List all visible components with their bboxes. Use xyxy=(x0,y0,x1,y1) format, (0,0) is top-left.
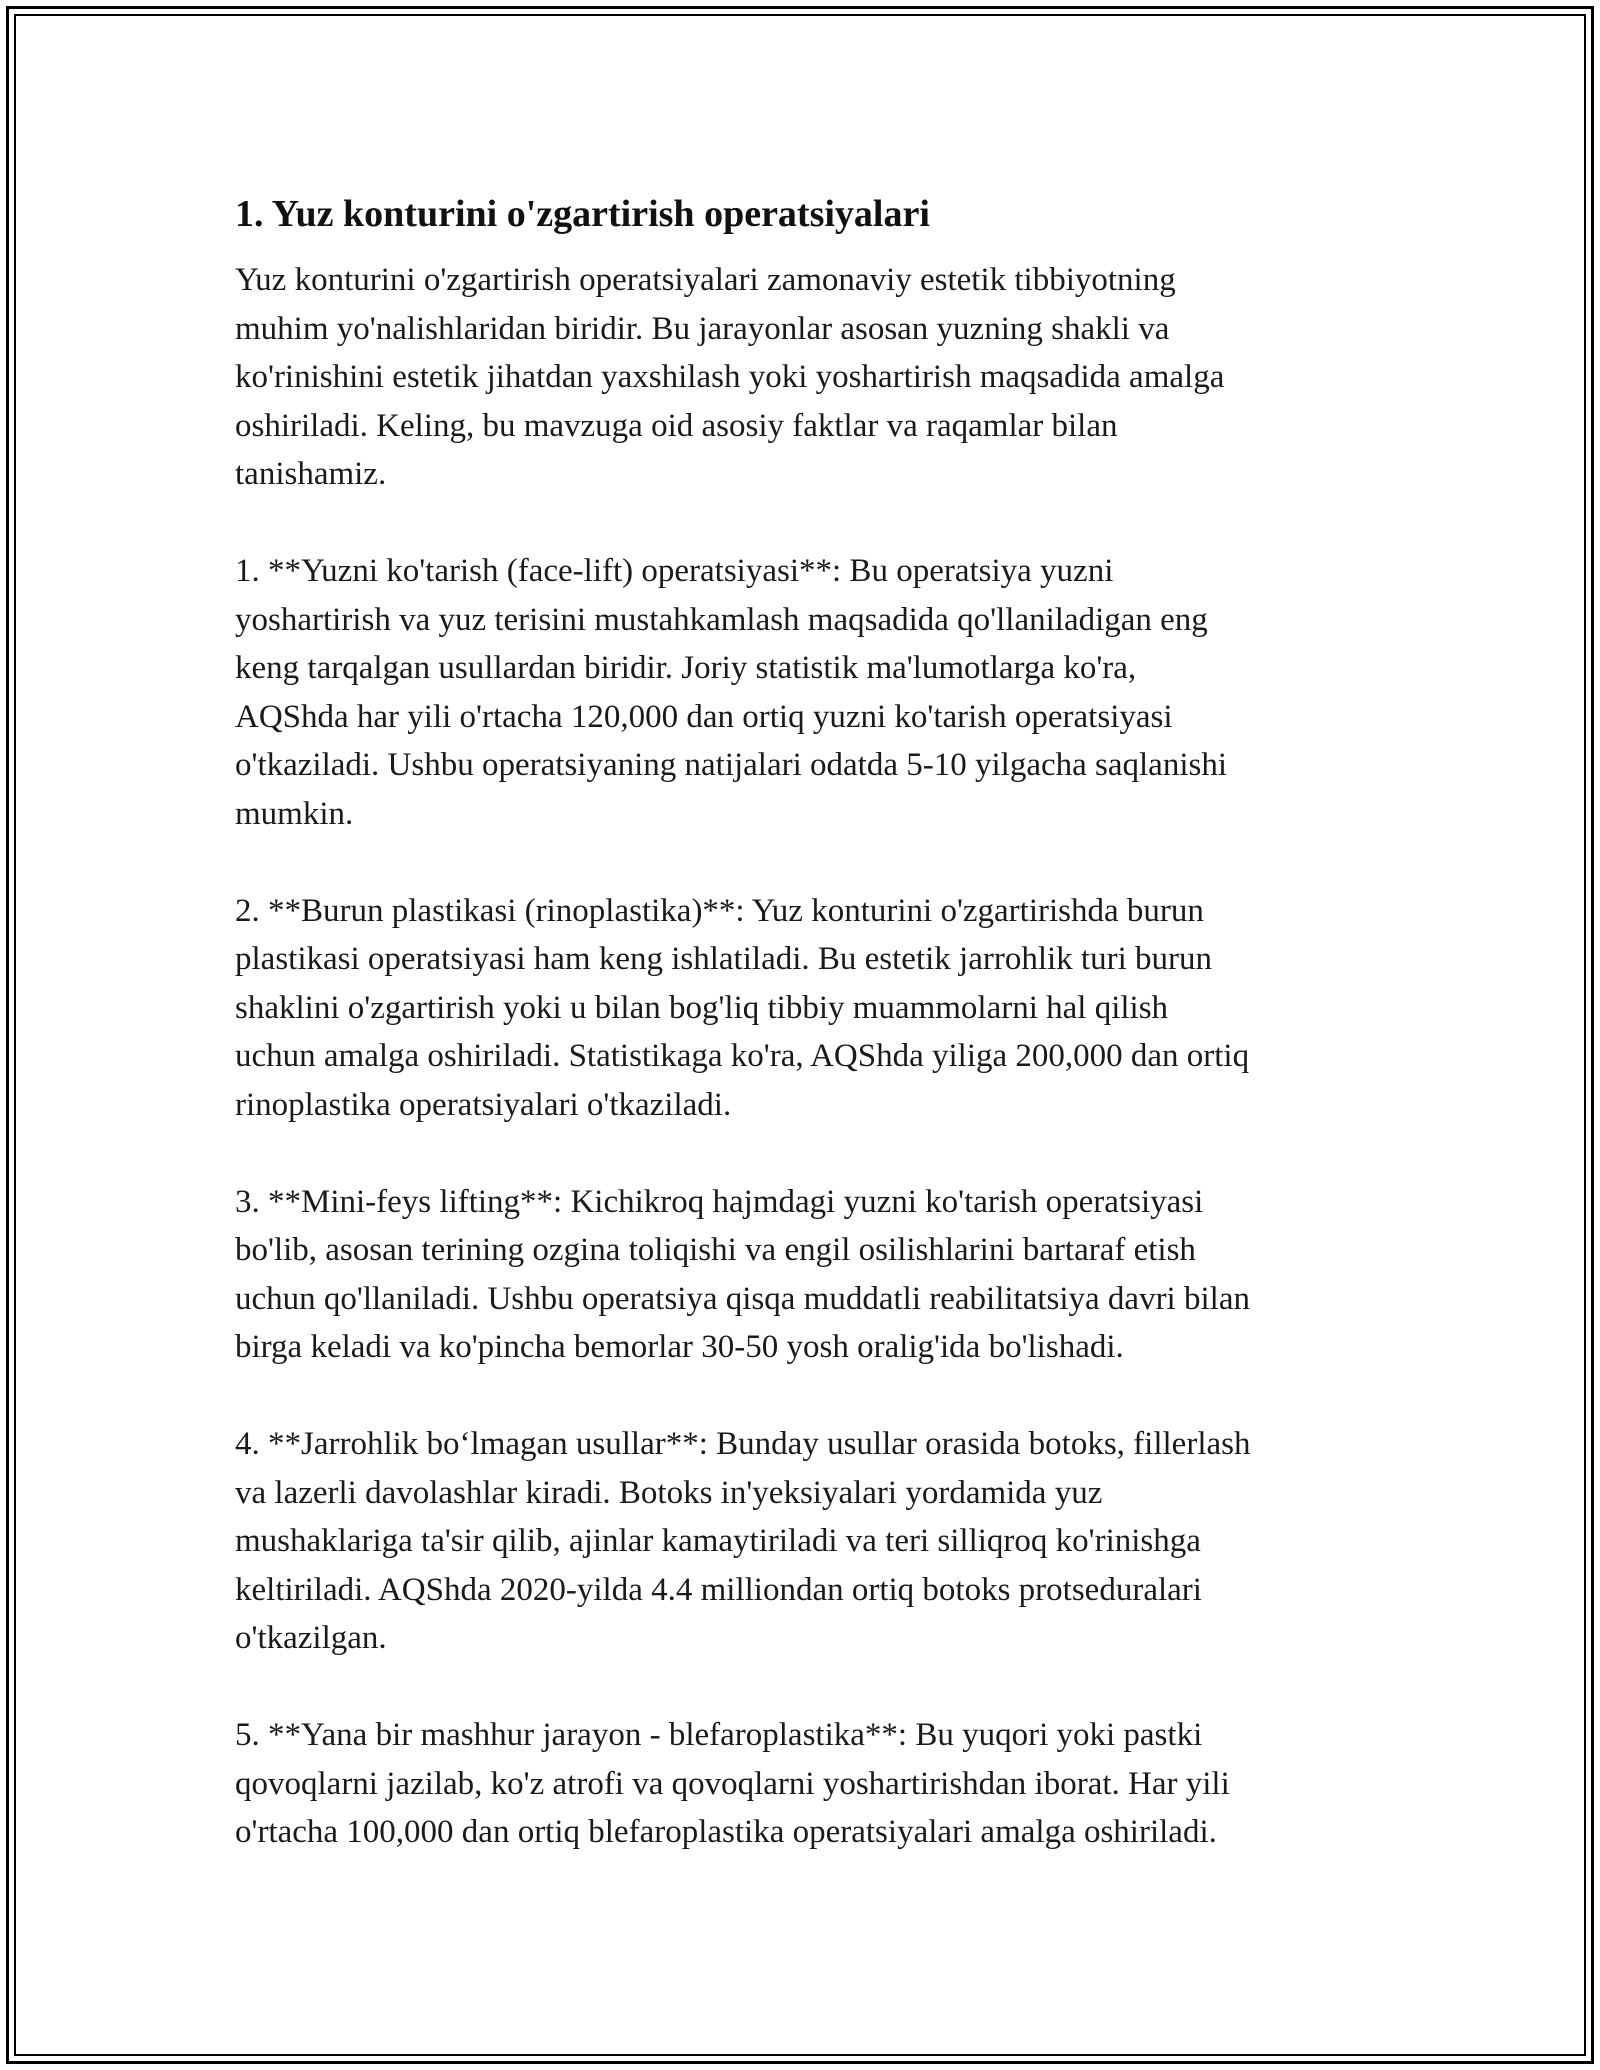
text-line: o'rtacha 100,000 dan ortiq blefaroplastika operatsiyalari amalga oshiriladi. xyxy=(235,1814,1217,1850)
text-line: o'tkaziladi. Ushbu operatsiyaning natijalari odatda 5-10 yilgacha saqlanishi xyxy=(235,747,1227,783)
text-line: plastikasi operatsiyasi ham keng ishlatiladi. Bu estetik jarrohlik turi burun xyxy=(235,941,1212,977)
text-line: rinoplastika operatsiyalari o'tkaziladi. xyxy=(235,1086,732,1123)
text-line: 3. **Mini-feys lifting**: Kichikroq hajmdagi yuzni ko'tarish operatsiyasi xyxy=(235,1183,1204,1220)
text-line: o'tkazilgan. xyxy=(235,1620,387,1656)
text-line: ko'rinishini estetik jihatdan yaxshilash yoki yoshartirish maqsadida amalga xyxy=(235,359,1225,395)
text-line: tanishamiz. xyxy=(235,456,387,492)
text-line: oshiriladi. Keling, bu mavzuga oid asosiy faktlar va raqamlar bilan xyxy=(235,407,1118,444)
text-line: 4. **Jarrohlik bo‘lmagan usullar**: Bunday usullar orasida botoks, fillerlash xyxy=(235,1426,1251,1462)
text-line: mumkin. xyxy=(235,795,354,832)
text-line: AQShda har yili o'rtacha 120,000 dan ortiq yuzni ko'tarish operatsiyasi xyxy=(235,698,1173,735)
text-line: 1. **Yuzni ko'tarish (face-lift) operatsiyasi**: Bu operatsiya yuzni xyxy=(235,553,1114,589)
paragraph-facelift xyxy=(235,547,1385,838)
text-line: shaklini o'zgartirish yoki u bilan bog'liq tibbiy muammolarni hal qilish xyxy=(235,989,1169,1026)
text-line: muhim yo'nalishlaridan biridir. Bu jarayonlar asosan yuzning shakli va xyxy=(235,310,1170,347)
text-line: mushaklariga ta'sir qilib, ajinlar kamaytiriladi va teri silliqroq ko'rinishga xyxy=(235,1523,1201,1559)
paragraph-mini-facelift xyxy=(235,1178,1385,1372)
text-line: yoshartirish va yuz terisini mustahkamlash maqsadida qo'llaniladigan eng xyxy=(235,601,1208,638)
text-line: keltiriladi. AQShda 2020-yilda 4.4 milliondan ortiq botoks protseduralari xyxy=(235,1571,1202,1608)
text-line: va lazerli davolashlar kiradi. Botoks in'yeksiyalari yordamida yuz xyxy=(235,1474,1103,1511)
text-line: birga keladi va ko'pincha bemorlar 30-50 yosh oralig'ida bo'lishadi. xyxy=(235,1329,1124,1365)
document-body xyxy=(235,186,1385,1857)
text-line: uchun qo'llaniladi. Ushbu operatsiya qisqa muddatli reabilitatsiya davri bilan xyxy=(235,1280,1250,1317)
paragraph-blepharoplasty xyxy=(235,1711,1385,1857)
text-line: Yuz konturini o'zgartirish operatsiyalari zamonaviy estetik tibbiyotning xyxy=(235,262,1176,298)
text-line: uchun amalga oshiriladi. Statistikaga ko'ra, AQShda yiliga 200,000 dan ortiq xyxy=(235,1038,1250,1074)
paragraph-non-surgical xyxy=(235,1420,1385,1663)
paragraph-rhinoplasty xyxy=(235,887,1385,1130)
text-line: keng tarqalgan usullardan biridir. Joriy statistik ma'lumotlarga ko'ra, xyxy=(235,650,1137,686)
text-line: qovoqlarni jazilab, ko'z atrofi va qovoqlarni yoshartirishdan iborat. Har yili xyxy=(235,1765,1230,1802)
text-line: 5. **Yana bir mashhur jarayon - blefaroplastika**: Bu yuqori yoki pastki xyxy=(235,1717,1203,1753)
text-line: bo'lib, asosan terining ozgina toliqishi va engil osilishlarini bartaraf etish xyxy=(235,1232,1196,1268)
document-title: 1. Yuz konturini o'zgartirish operatsiyalari xyxy=(235,193,930,235)
intro-paragraph xyxy=(235,256,1385,499)
text-line: 2. **Burun plastikasi (rinoplastika)**: Yuz konturini o'zgartirishda burun xyxy=(235,892,1204,929)
